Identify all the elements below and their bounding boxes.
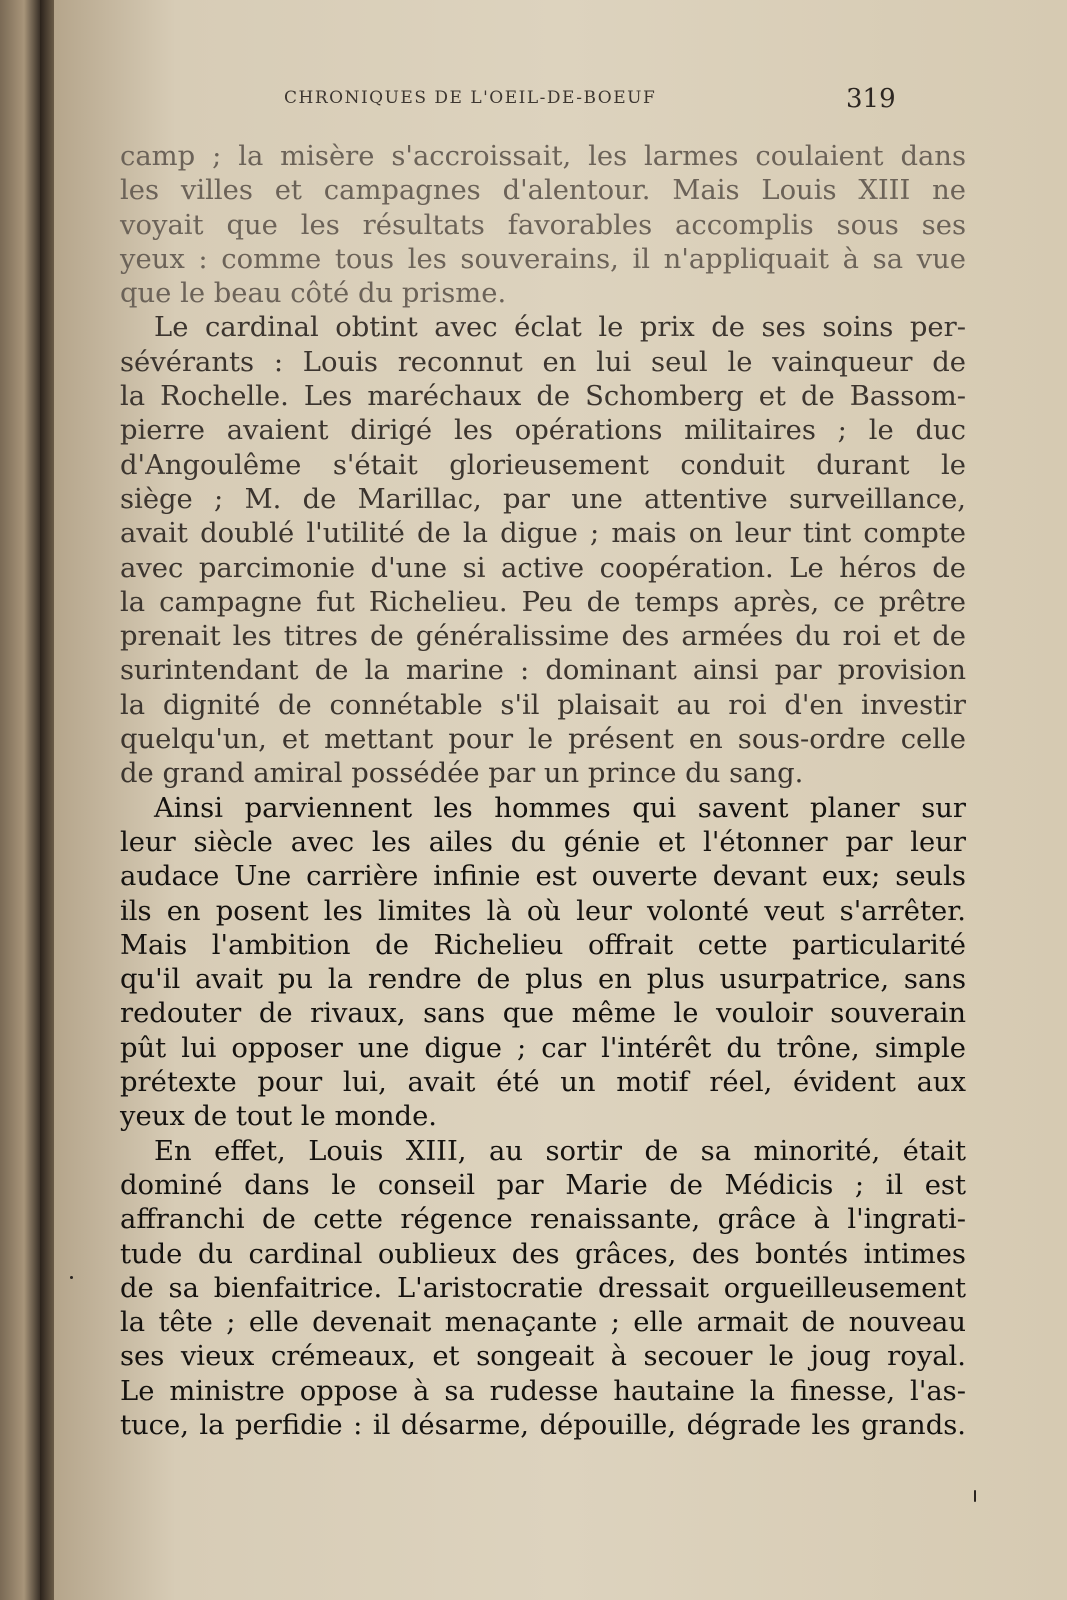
ink-speck: [70, 1276, 73, 1279]
text-line: tuce, la perfidie : il désarme, dépouille, dégrade les grands.: [120, 1409, 966, 1441]
text-line: camp ; la misère s'accroissait, les larmes coulaient dans: [120, 141, 966, 172]
page-body: [120, 140, 966, 1443]
text-line: leur siècle avec les ailes du génie et l'étonner par leur: [120, 826, 966, 858]
book-page: [54, 0, 1067, 1600]
text-line: audace Une carrière infinie est ouverte devant eux; seuls: [120, 861, 966, 893]
text-line: pierre avaient dirigé les opérations militaires ; le duc: [120, 415, 966, 447]
text-line: pût lui opposer une digue ; car l'intérêt du trône, simple: [120, 1032, 966, 1064]
ink-speck: [974, 1490, 976, 1502]
text-line: avec parcimonie d'une si active coopération. Le héros de: [120, 552, 966, 584]
page-number: 319: [846, 84, 896, 114]
paragraph-start-line: En effet, Louis XIII, au sortir de sa minorité, était: [154, 1135, 966, 1167]
text-line: prenait les titres de généralissime des armées du roi et de: [120, 621, 966, 653]
text-line: redouter de rivaux, sans que même le vouloir souverain: [120, 998, 966, 1030]
text-line: yeux : comme tous les souverains, il n'appliquait à sa vue: [120, 243, 966, 275]
text-line: la Rochelle. Les maréchaux de Schomberg et de Bassom-: [120, 381, 966, 413]
text-line: ils en posent les limites là où leur volonté veut s'arrêter.: [120, 895, 966, 927]
text-line: sévérants : Louis reconnut en lui seul le vainqueur de: [120, 346, 966, 378]
text-line: surintendant de la marine : dominant ainsi par provision: [120, 655, 966, 687]
text-line: dominé dans le conseil par Marie de Médicis ; il est: [120, 1169, 966, 1201]
text-line: siège ; M. de Marillac, par une attentive surveillance,: [120, 483, 966, 515]
text-line: que le beau côté du prisme.: [120, 278, 507, 310]
text-line: prétexte pour lui, avait été un motif réel, évident aux: [120, 1067, 966, 1099]
text-line: Le ministre oppose à sa rudesse hautaine la finesse, l'as-: [120, 1375, 966, 1407]
text-line: qu'il avait pu la rendre de plus en plus usurpatrice, sans: [120, 964, 966, 996]
text-line: affranchi de cette régence renaissante, grâce à l'ingrati-: [120, 1204, 966, 1236]
text-line: la campagne fut Richelieu. Peu de temps après, ce prêtre: [120, 586, 966, 618]
text-line: Mais l'ambition de Richelieu offrait cette particularité: [120, 929, 966, 961]
text-line: voyait que les résultats favorables accomplis sous ses: [120, 209, 966, 241]
text-line: de sa bienfaitrice. L'aristocratie dressait orgueilleusement: [120, 1272, 966, 1304]
text-line: les villes et campagnes d'alentour. Mais Louis XIII ne: [120, 175, 966, 207]
text-line: la tête ; elle devenait menaçante ; elle armait de nouveau: [120, 1307, 966, 1339]
text-line: quelqu'un, et mettant pour le présent en sous-ordre celle: [120, 724, 966, 756]
text-line: yeux de tout le monde.: [120, 1101, 438, 1133]
text-line: la dignité de connétable s'il plaisait au roi d'en investir: [120, 689, 966, 721]
text-line: d'Angoulême s'était glorieusement conduit durant le: [120, 449, 966, 481]
paragraph-start-line: Ainsi parviennent les hommes qui savent planer sur: [154, 792, 966, 824]
running-title: CHRONIQUES DE L'OEIL-DE-BOEUF: [284, 88, 657, 108]
text-line: de grand amiral possédée par un prince du sang.: [120, 758, 804, 790]
book-gutter: [40, 0, 54, 1600]
text-line: tude du cardinal oublieux des grâces, des bontés intimes: [120, 1238, 966, 1270]
facing-page-edge: [0, 0, 40, 1600]
paragraph-start-line: Le cardinal obtint avec éclat le prix de ses soins per-: [154, 312, 966, 344]
text-line: ses vieux crémeaux, et songeait à secouer le joug royal.: [120, 1341, 966, 1373]
text-line: avait doublé l'utilité de la digue ; mais on leur tint compte: [120, 518, 966, 550]
